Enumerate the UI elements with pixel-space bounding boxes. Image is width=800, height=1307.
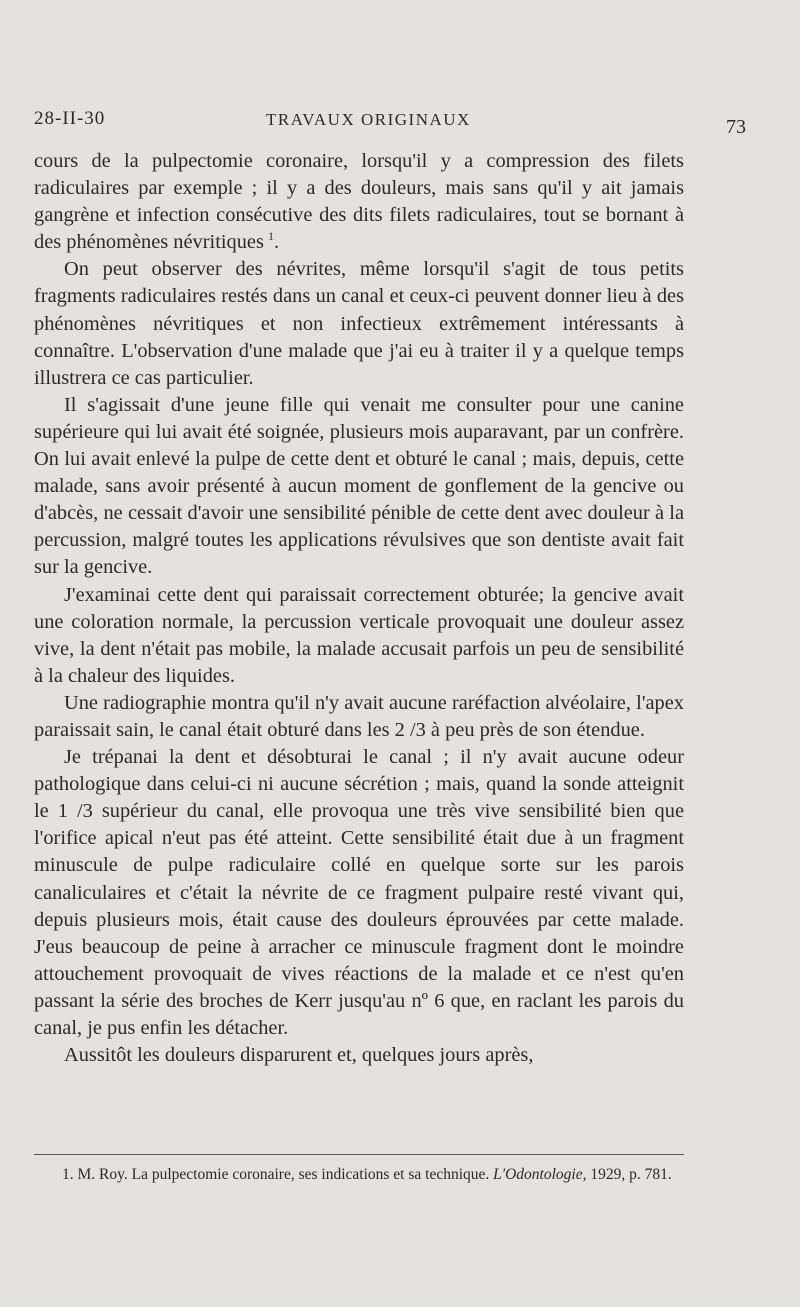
paragraph-7: Aussitôt les douleurs disparurent et, quelques jours après, [64, 1044, 534, 1067]
body-text [34, 148, 684, 1069]
paragraph-1-text: cours de la pulpectomie coronaire, lorsqu'il y a compression des filets radiculaires par exemple ; il y a des douleurs, mais sans qu'il y ait jamais gangrène et infection consécutive des dits filets radiculaires, tout se bornant à des phénomènes névritiques [34, 150, 684, 254]
paragraph-3: Il s'agissait d'une jeune fille qui venait me consulter pour une canine supérieure qui lui avait été soignée, plusieurs mois auparavant, par un confrère. On lui avait enlevé la pulpe de cette dent et obturé le canal ; mais, depuis, cette malade, sans avoir présenté à aucun moment de gonflement de la gencive ou d'abcès, ne cessait d'avoir une sensibilité pénible de cette dent avec douleur à la percussion, malgré toutes les applications révulsives que son dentiste avait fait sur la gencive. [34, 393, 684, 579]
paragraph-1 [34, 148, 684, 256]
paragraph-5: Une radiographie montra qu'il n'y avait aucune raréfaction alvéolaire, l'apex paraissait sain, le canal était obturé dans les 2 /3 à peu près de son étendue. [34, 691, 684, 741]
footnote-divider [34, 1154, 684, 1155]
footnote-number: 1. [62, 1166, 74, 1183]
paragraph-1-end: . [274, 231, 280, 254]
footnote [34, 1164, 684, 1186]
footnote-journal: L'Odontologie, [493, 1166, 587, 1183]
footnote-reference[interactable]: 1 [268, 229, 274, 244]
paragraph-4: J'examinai cette dent qui paraissait correctement obturée; la gencive avait une coloration normale, la percussion verticale provoquait une douleur assez vive, la dent n'était pas mobile, la malade accusait parfois un peu de sensibilité à la chaleur des liquides. [34, 583, 684, 687]
footnote-citation: 1929, p. 781. [590, 1166, 672, 1183]
page-number: 73 [726, 116, 746, 138]
running-header [34, 104, 746, 138]
issue-date: 28-II-30 [34, 108, 106, 129]
footnote-text: M. Roy. La pulpectomie coronaire, ses indications et sa technique. [77, 1166, 490, 1183]
paragraph-6: Je trépanai la dent et désobturai le canal ; il n'y avait aucune odeur pathologique dans celui-ci ni aucune sécrétion ; mais, quand la sonde atteignit le 1 /3 supérieur du canal, elle provoqua une très vive sensibilité bien que l'orifice apical n'eut pas été atteint. Cette sensibilité était due à un fragment minuscule de pulpe radiculaire collé en quelque sorte sur les parois canaliculaires et c'était la névrite de ce fragment pulpaire resté vivant qui, depuis plusieurs mois, était cause des douleurs éprouvées par cette malade. J'eus beaucoup de peine à arracher ce minuscule fragment dont le moindre attouchement provoquait de vives réactions de la malade et ce n'est qu'en passant la série des broches de Kerr jusqu'au nº 6 que, en raclant les parois du canal, je pus enfin les détacher. [34, 746, 684, 1039]
running-title: TRAVAUX ORIGINAUX [266, 110, 471, 129]
paragraph-2: On peut observer des névrites, même lorsqu'il s'agit de tous petits fragments radiculaires restés dans un canal et ceux-ci peuvent donner lieu à des phénomènes névritiques et non infectieux extrêmement intéressants à connaître. L'observation d'une malade que j'ai eu à traiter il y a quelque temps illustrera ce cas particulier. [34, 258, 684, 389]
